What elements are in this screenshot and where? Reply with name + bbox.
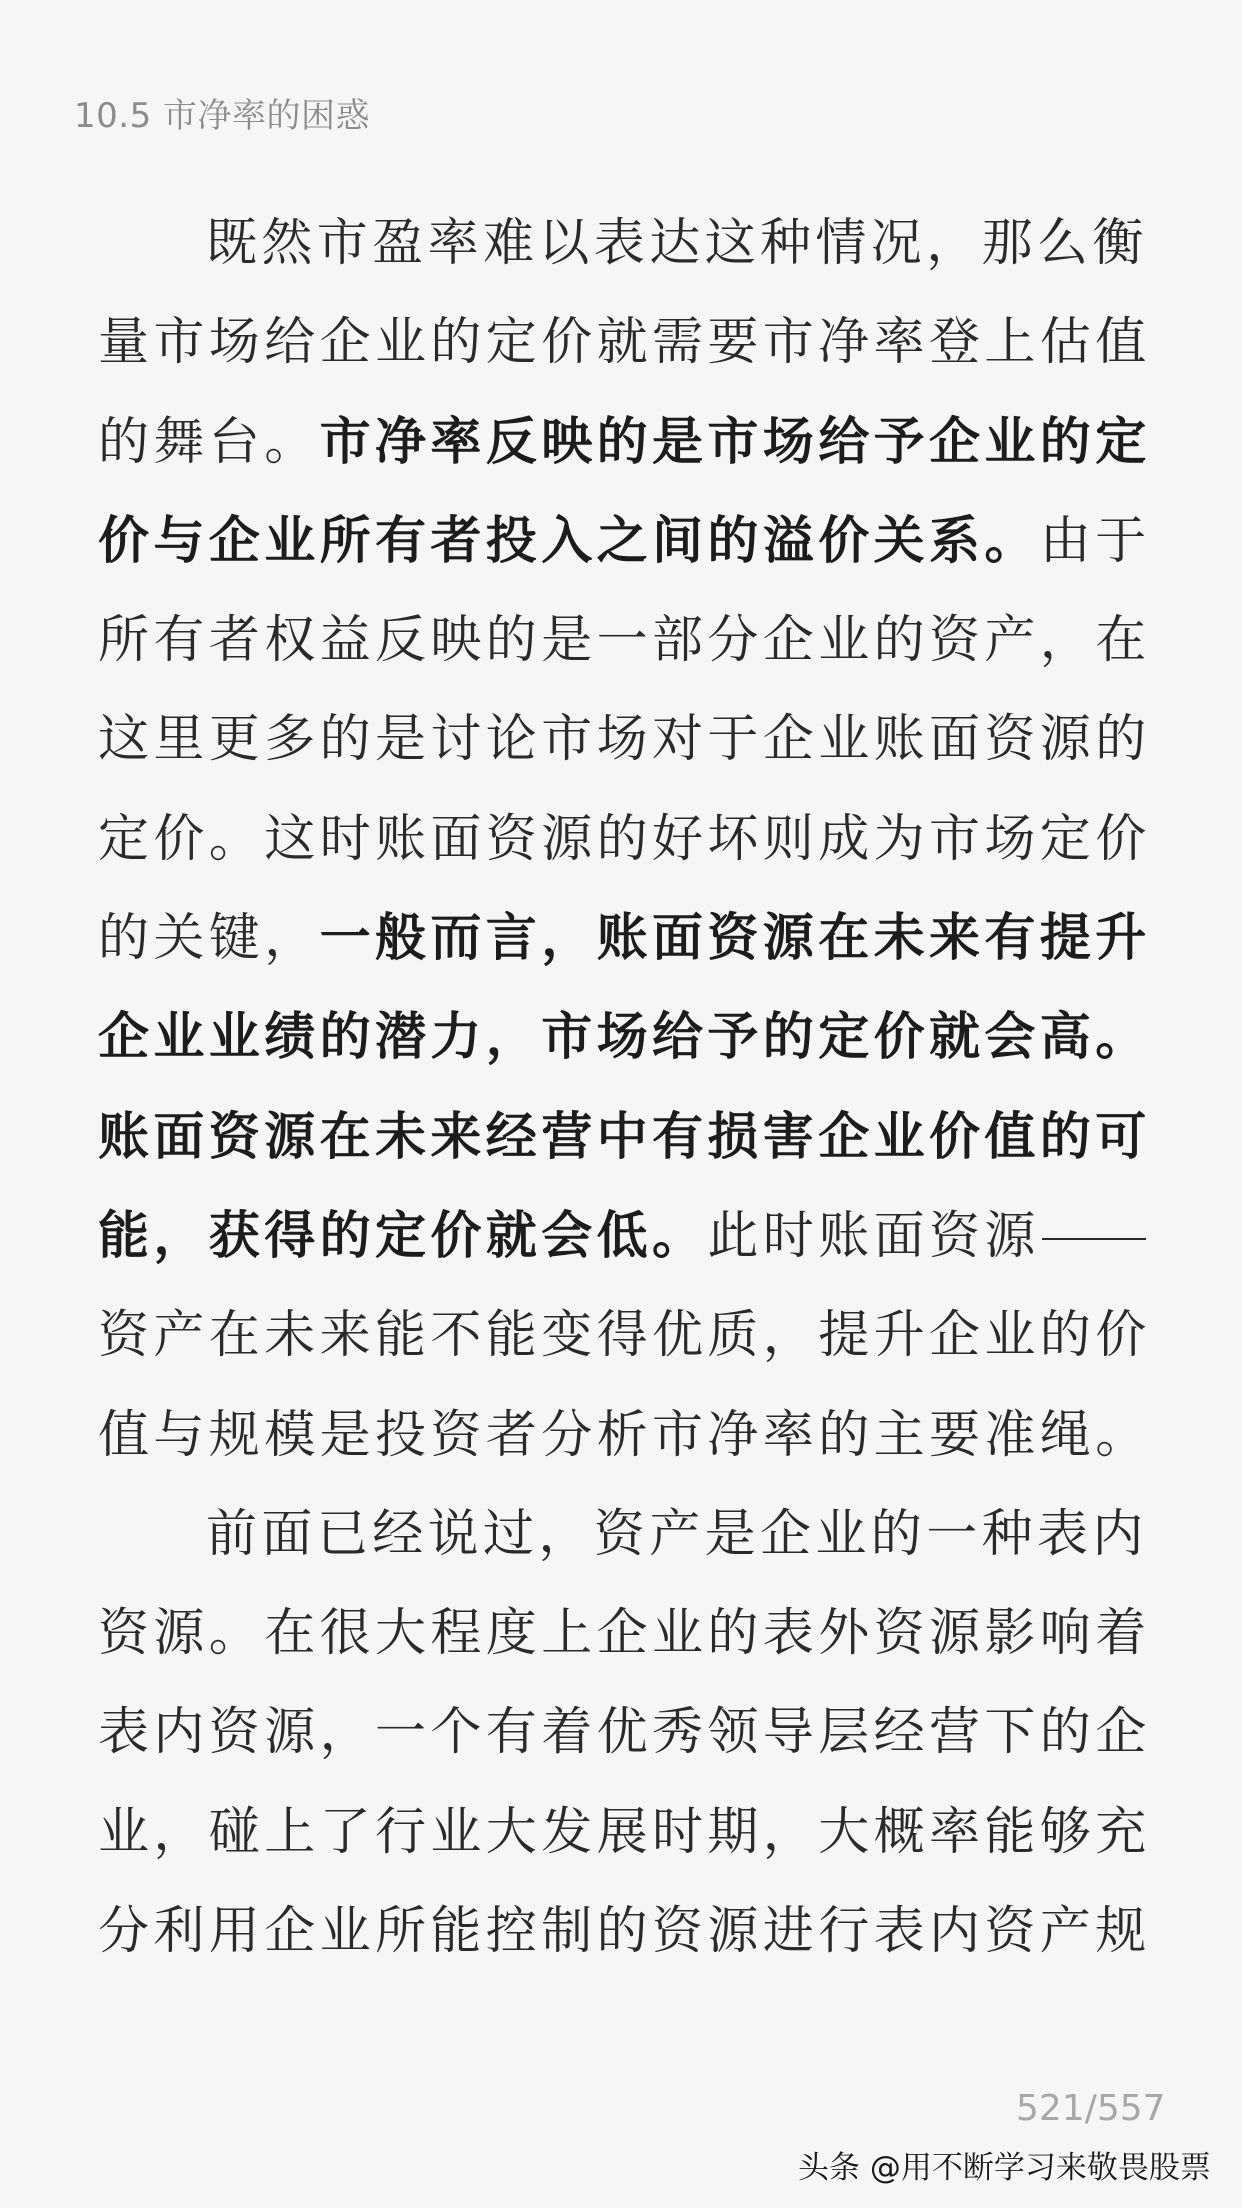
- text-bold: 价与企业所有者投入之间的溢价关系。: [98, 511, 1040, 571]
- paragraph-1-line-10: 账面资源在未来经营中有损害企业价值的可: [98, 1107, 1151, 1167]
- paragraph-1-line-5: 所有者权益反映的是一部分企业的资产，在: [98, 611, 1151, 671]
- text-normal: 由于: [1039, 511, 1151, 571]
- text-bold: 一般而言，账面资源在未来有提升: [319, 909, 1151, 969]
- paragraph-1-line-2: 量市场给企业的定价就需要市净率登上估值: [98, 313, 1151, 373]
- paragraph-1-line-13: 值与规模是投资者分析市净率的主要准绳。: [98, 1405, 1151, 1465]
- paragraph-2-line-4: 业，碰上了行业大发展时期，大概率能够充: [98, 1802, 1151, 1862]
- reader-text-body: [98, 194, 1151, 1981]
- text-normal: 的关键，: [98, 909, 320, 969]
- paragraph-2-line-2: 资源。在很大程度上企业的表外资源影响着: [98, 1604, 1151, 1664]
- paragraph-1-line-4: [98, 492, 1151, 591]
- paragraph-1-line-12: 资产在未来能不能变得优质，提升企业的价: [98, 1306, 1151, 1366]
- text-normal: 的舞台。: [98, 412, 320, 472]
- text-normal: 此时账面资源: [707, 1206, 1040, 1266]
- paragraph-1-line-1: 既然市盈率难以表达这种情况，那么衡: [206, 214, 1148, 273]
- text-bold: 能，获得的定价就会低。: [98, 1206, 708, 1266]
- em-dash: [1042, 1238, 1146, 1240]
- paragraph-2-line-3: 表内资源，一个有着优秀领导层经营下的企: [98, 1703, 1151, 1763]
- paragraph-1-line-6: 这里更多的是讨论市场对于企业账面资源的: [98, 710, 1151, 770]
- paragraph-2-line-1: 前面已经说过，资产是企业的一种表内: [206, 1504, 1148, 1564]
- text-bold: 市净率反映的是市场给予企业的定: [319, 412, 1151, 472]
- paragraph-1-line-8: [98, 889, 1151, 988]
- paragraph-1-line-9: 企业业绩的潜力，市场给予的定价就会高。: [98, 1008, 1151, 1068]
- paragraph-1-line-7: 定价。这时账面资源的好坏则成为市场定价: [98, 809, 1151, 869]
- source-watermark: 头条 @用不断学习来敬畏股票: [798, 2150, 1211, 2186]
- paragraph-2-line-5: 分利用企业所能控制的资源进行表内资产规: [98, 1902, 1151, 1962]
- page-indicator: 521/557: [1016, 2088, 1166, 2129]
- chapter-title: 10.5 市净率的困惑: [74, 96, 371, 136]
- paragraph-1-line-3: [98, 393, 1151, 492]
- paragraph-1-line-11: [98, 1187, 1148, 1286]
